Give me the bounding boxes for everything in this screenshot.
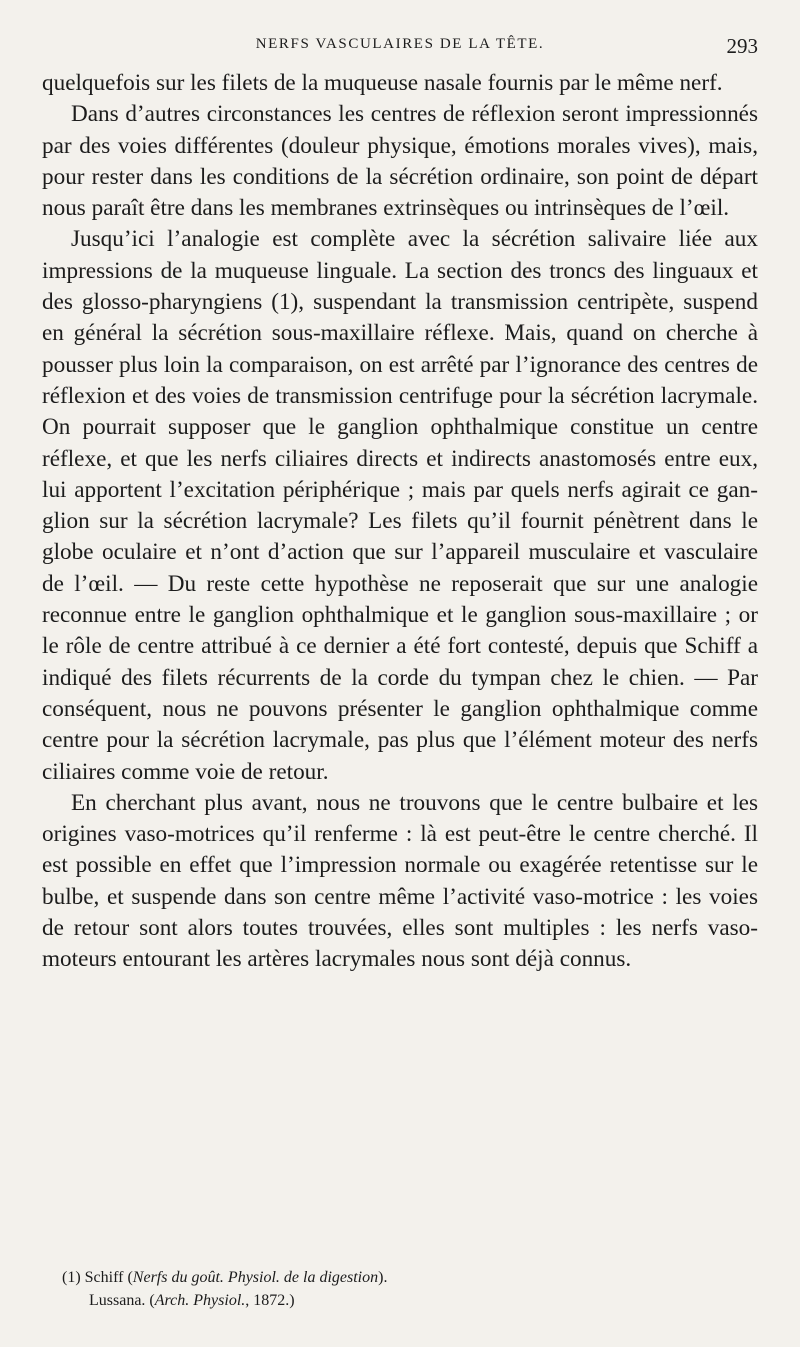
paragraph: En cherchant plus avant, nous ne trouvons que le centre bulbaire et les origines vaso-motrices qu’il renferme : là est peut-être le centre cherché. Il est possible en effet que l’impression normale ou exagérée retentisse sur le bulbe, et suspende dans son centre même l’activité vaso-motrice : les voies de retour sont alors toutes trouvées, elles sont multiples : les nerfs vaso-moteurs entourant les artères lacrymales nous sont déjà connus. [42,789,758,973]
page-header [0,36,800,58]
footnote-1 [62,1266,752,1289]
page-number: 293 [726,34,758,58]
footnote-1-end: ). [378,1269,388,1286]
footnote-1-continued [62,1289,752,1312]
footnote-2-year: , 1872.) [245,1292,295,1309]
footnote-1-title: Nerfs du goût. Physiol. de la digestion [132,1269,379,1286]
footnote-2-author: Lussana. ( [89,1292,155,1309]
running-title: NERFS VASCULAIRES DE LA TÊTE. [255,36,545,52]
paragraph: Jusqu’ici l’analogie est complète avec la sécrétion salivaire liée aux impressions de la muqueuse linguale. La section des troncs des linguaux et des glosso-pharyngiens (1), suspendant la transmission centripète, suspend en général la sécrétion sous-maxillaire réflexe. Mais, quand on cherche à pousser plus loin la comparaison, on est arrêté par l’ignorance des centres de réflexion et des voies de transmission centrifuge pour la sécrétion lacrymale. On pourrait supposer que le ganglion ophthalmique constitue un centre réflexe, et que les nerfs ciliaires directs et indirects anastomosés entre eux, lui apportent l’excitation périphérique ; mais par quels nerfs agirait ce ganglion sur la sécrétion lacrymale? Les filets qu’il fournit pénètrent dans le globe oculaire et n’ont d’action que sur l’appareil musculaire et vasculaire de l’œil. — Du reste cette hypothèse ne reposerait que sur une analogie reconnue entre le ganglion ophthalmique et le ganglion sous-maxillaire ; or le rôle de centre attribué à ce dernier a été fort contesté, depuis que Schiff a indiqué des filets récurrents de la corde du tympan chez le chien. — Par conséquent, nous ne pouvons présenter le ganglion ophthalmique comme centre pour la sécrétion lacrymale, pas plus que l’élément moteur des nerfs ciliaires comme voie de retour. [42,226,758,785]
footnotes [62,1266,752,1312]
footnote-1-marker: (1) Schiff ( [62,1269,133,1286]
body-text [42,68,758,976]
paragraph-continued: quelquefois sur les filets de la muqueuse nasale fournis par le même nerf. [42,70,723,96]
paragraph: Dans d’autres circonstances les centres de réflexion seront impressionnés par des voies différentes (douleur physique, émotions morales vives), mais, pour rester dans les conditions de la sécrétion ordinaire, son point de départ nous paraît être dans les membranes extrinsèques ou intrinsèques de l’œil. [42,101,758,222]
footnote-2-journal: Arch. Physiol. [154,1292,246,1309]
